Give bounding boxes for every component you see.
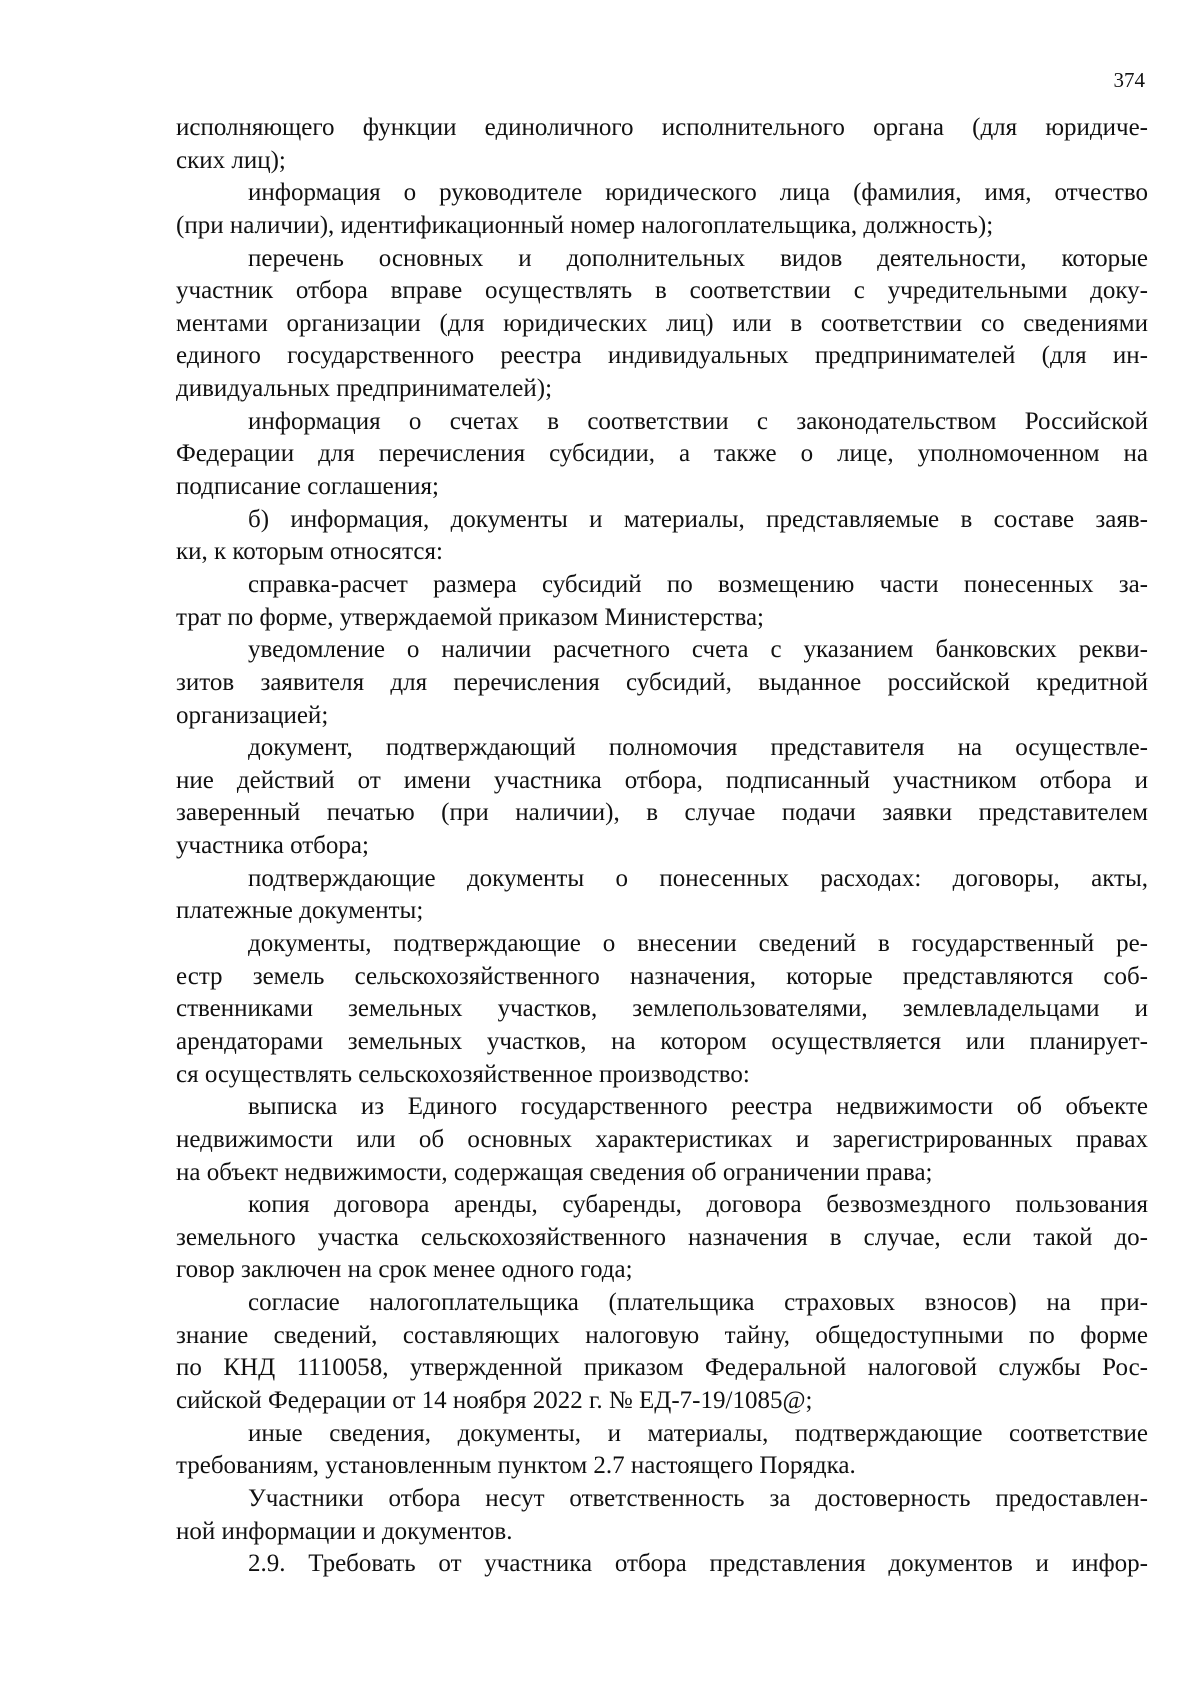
- text-line: Федерации для перечисления субсидии, а также о лице, уполномоченном на: [176, 440, 1148, 468]
- text-line: организацией;: [176, 701, 329, 729]
- text-line: ки, к которым относятся:: [176, 538, 443, 566]
- text-line: информация о руководителе юридического лица (фамилия, имя, отчество: [248, 179, 1148, 207]
- text-line: информация о счетах в соответствии с законодательством Российской: [248, 407, 1148, 435]
- text-line: сийской Федерации от 14 ноября 2022 г. № ЕД-7-19/1085@;: [176, 1386, 813, 1414]
- text-line: ние действий от имени участника отбора, подписанный участником отбора и: [176, 766, 1148, 794]
- text-line: выписка из Единого государственного реестра недвижимости об объекте: [248, 1093, 1148, 1121]
- text-line: Участники отбора несут ответственность за достоверность предоставлен-: [248, 1484, 1148, 1512]
- text-line: ских лиц);: [176, 146, 286, 174]
- text-line: копия договора аренды, субаренды, договора безвозмездного пользования: [248, 1191, 1148, 1219]
- text-line: б) информация, документы и материалы, представляемые в составе заяв-: [248, 505, 1148, 533]
- text-line: недвижимости или об основных характеристиках и зарегистрированных правах: [176, 1125, 1148, 1153]
- text-line: ственниками земельных участков, землепользователями, землевладельцами и: [176, 995, 1148, 1023]
- text-line: иные сведения, документы, и материалы, подтверждающие соответствие: [248, 1419, 1148, 1447]
- text-line: документы, подтверждающие о внесении сведений в государственный ре-: [248, 930, 1148, 958]
- text-line: ной информации и документов.: [176, 1517, 513, 1545]
- text-line: трат по форме, утверждаемой приказом Министерства;: [176, 603, 765, 631]
- text-line: участника отбора;: [176, 832, 369, 860]
- text-line: знание сведений, составляющих налоговую тайну, общедоступными по форме: [176, 1321, 1148, 1349]
- text-line: арендаторами земельных участков, на котором осуществляется или планирует-: [176, 1027, 1148, 1055]
- text-line: исполняющего функции единоличного исполнительного органа (для юридиче-: [176, 114, 1148, 141]
- text-line: зитов заявителя для перечисления субсидий, выданное российской кредитной: [176, 668, 1148, 696]
- text-line: требованиям, установленным пунктом 2.7 настоящего Порядка.: [176, 1452, 856, 1480]
- text-line: подписание соглашения;: [176, 473, 439, 501]
- text-line: подтверждающие документы о понесенных расходах: договоры, акты,: [248, 864, 1148, 892]
- text-line: по КНД 1110058, утвержденной приказом Федеральной налоговой службы Рос-: [176, 1354, 1148, 1382]
- text-line: ментами организации (для юридических лиц) или в соответствии со сведениями: [176, 309, 1148, 337]
- text-line: единого государственного реестра индивидуальных предпринимателей (для ин-: [176, 342, 1148, 370]
- text-line: дивидуальных предпринимателей);: [176, 375, 553, 403]
- text-line: согласие налогоплательщика (плательщика страховых взносов) на при-: [248, 1289, 1148, 1317]
- page-number: 374: [1113, 68, 1145, 92]
- text-line: земельного участка сельскохозяйственного назначения в случае, если такой до-: [176, 1223, 1148, 1251]
- text-line: 2.9. Требовать от участника отбора представления документов и инфор-: [248, 1550, 1148, 1578]
- document-body: [176, 112, 1148, 1581]
- text-line: уведомление о наличии расчетного счета с указанием банковских рекви-: [248, 636, 1148, 664]
- text-line: естр земель сельскохозяйственного назначения, которые представляются соб-: [176, 962, 1148, 990]
- text-line: платежные документы;: [176, 897, 424, 925]
- text-line: заверенный печатью (при наличии), в случае подачи заявки представителем: [176, 799, 1148, 827]
- text-line: на объект недвижимости, содержащая сведения об ограничении права;: [176, 1158, 933, 1186]
- text-line: справка-расчет размера субсидий по возмещению части понесенных за-: [248, 570, 1148, 598]
- text-line: говор заключен на срок менее одного года;: [176, 1256, 633, 1284]
- text-line: (при наличии), идентификационный номер налогоплательщика, должность);: [176, 211, 994, 239]
- text-line: ся осуществлять сельскохозяйственное производство:: [176, 1060, 750, 1088]
- text-line: участник отбора вправе осуществлять в соответствии с учредительными доку-: [176, 277, 1148, 305]
- text-line: документ, подтверждающий полномочия представителя на осуществле-: [248, 734, 1148, 762]
- text-line: перечень основных и дополнительных видов деятельности, которые: [248, 244, 1148, 272]
